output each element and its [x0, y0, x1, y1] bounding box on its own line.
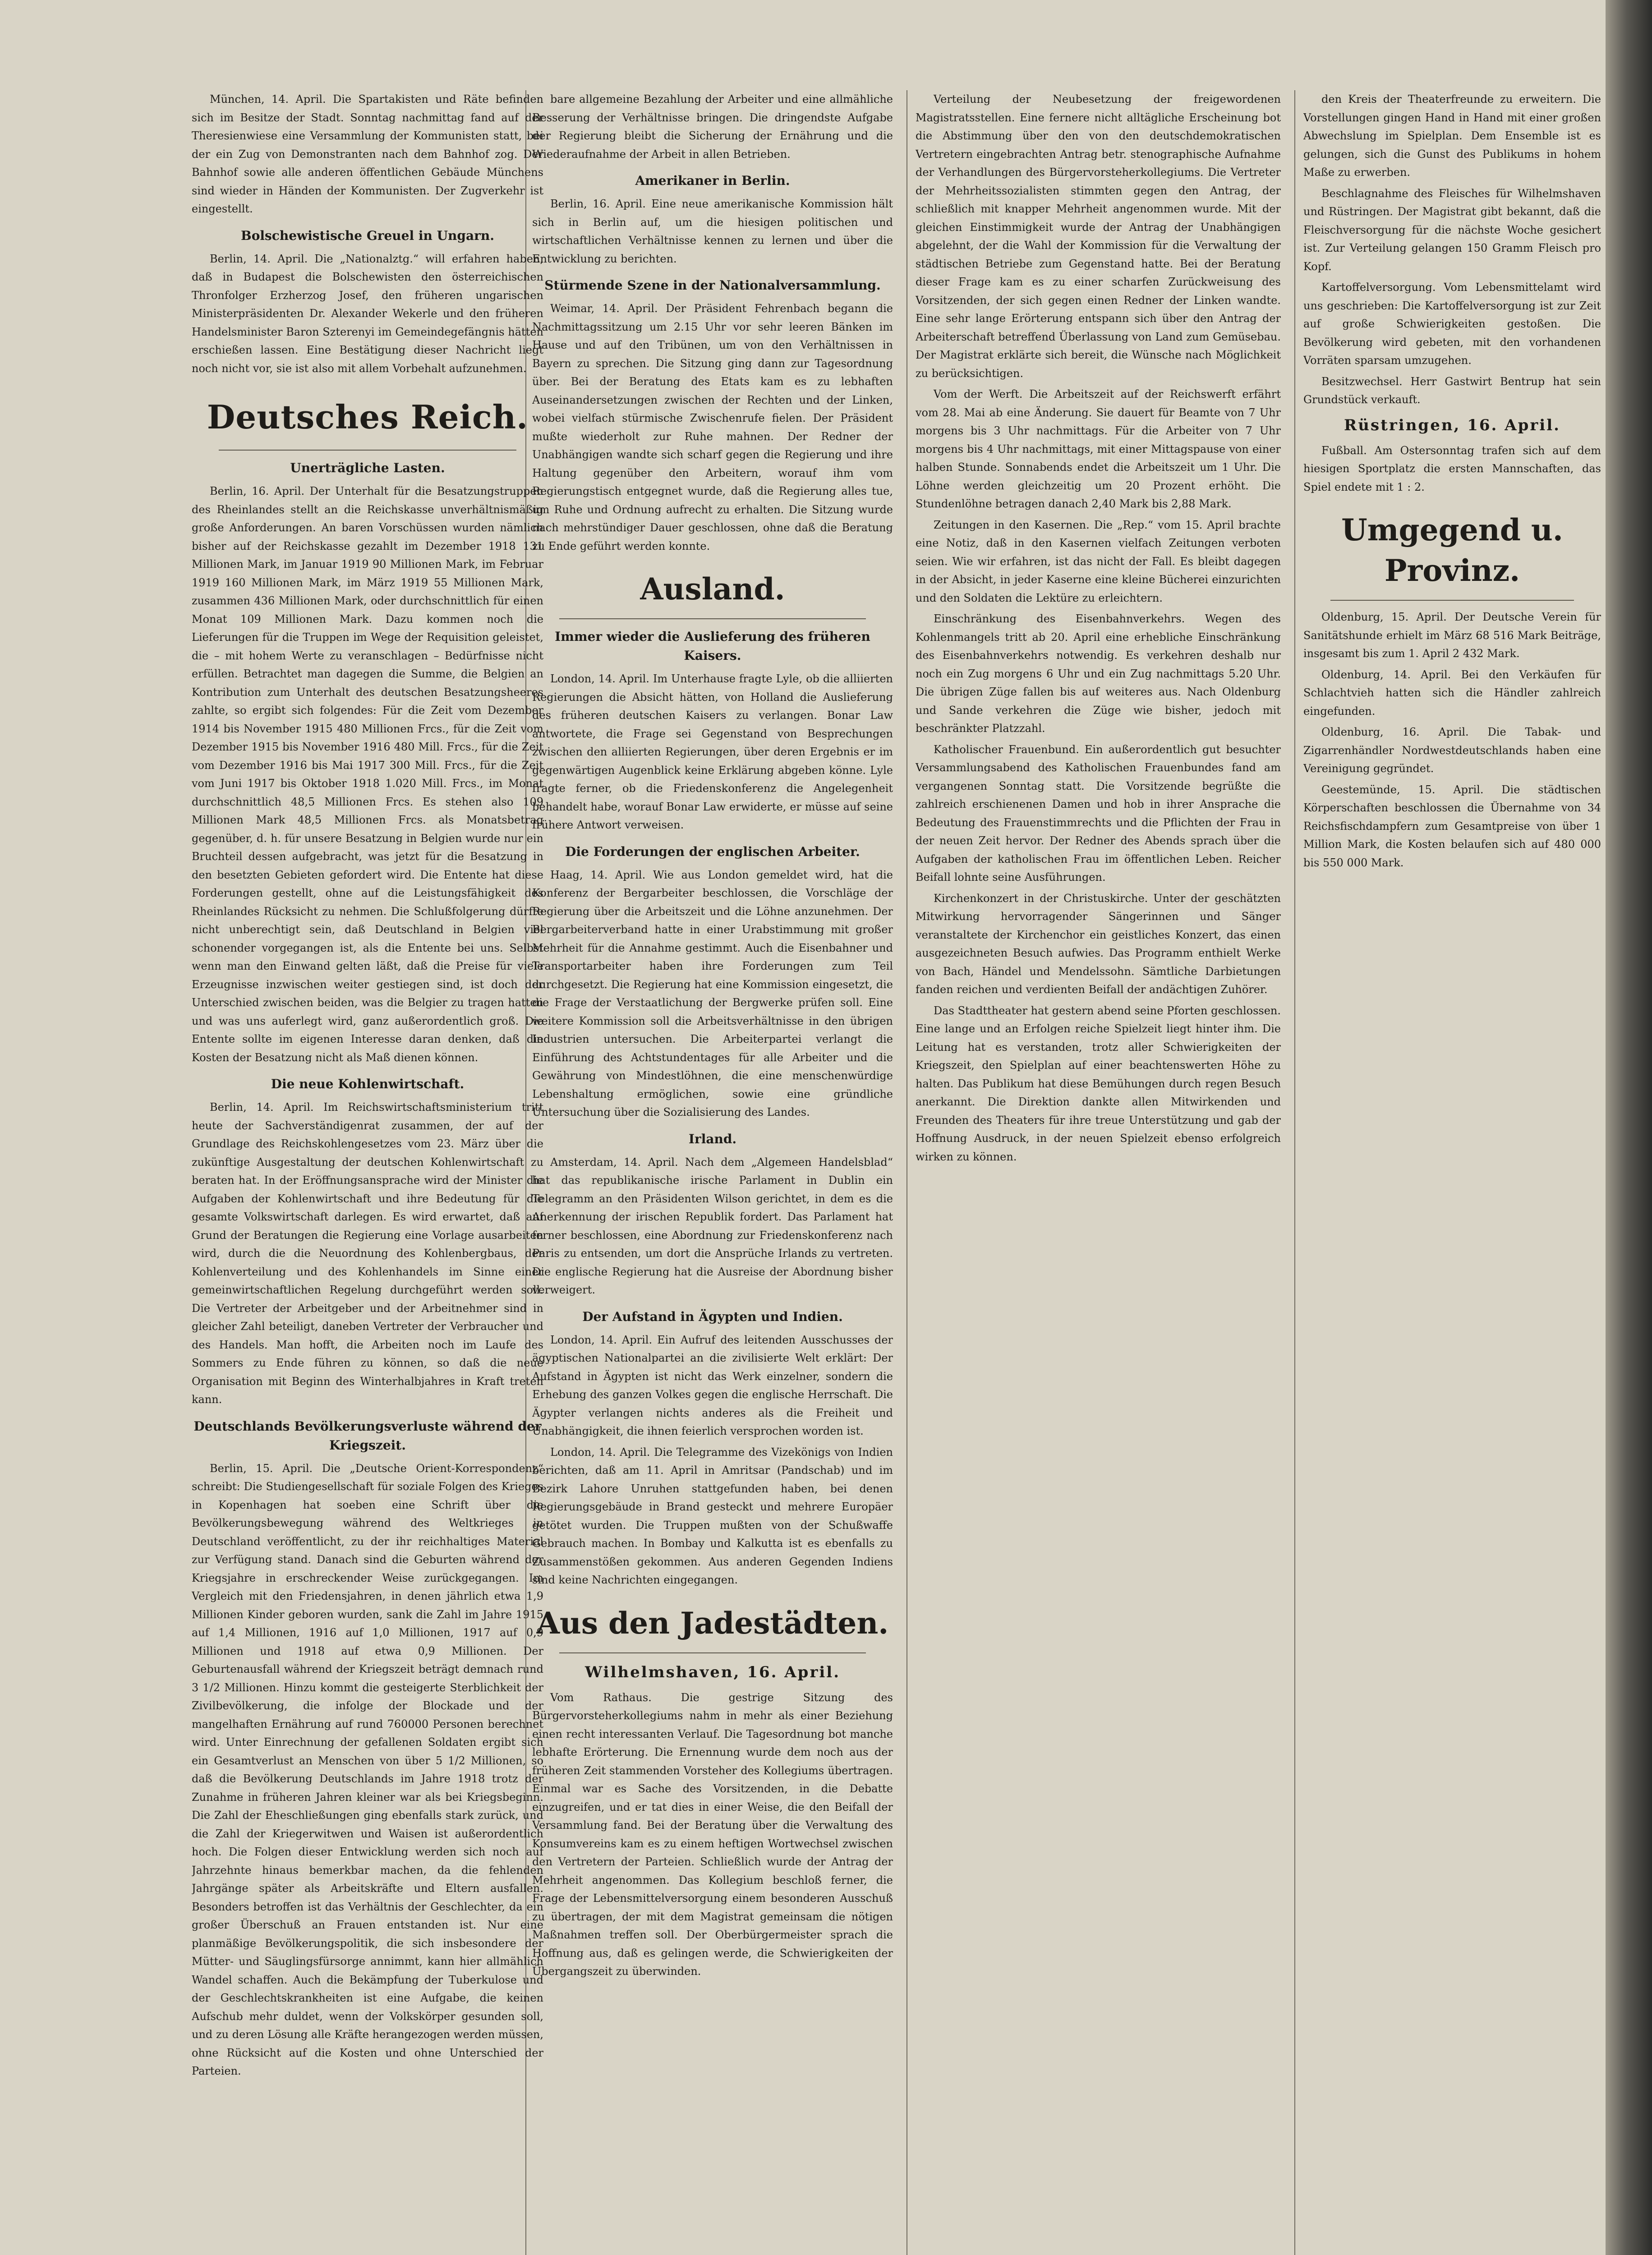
article-headline: Irland. [688, 1131, 737, 1146]
article-paragraph: Kartoffelversorgung. Vom Lebensmittelamt wird uns geschrieben: Die Kartoffelversorgung ist zur Zeit auf große Schwierigkeiten gestoßen. Die Bevölkerung wird gebeten, mit den vorhandenen Vorräten sparsam umzugehen. [1303, 281, 1601, 367]
section-heading: Deutsches Reich. [207, 398, 529, 436]
column-4 [1303, 90, 1601, 2255]
dateline-heading: Wilhelmshaven, 16. April. [584, 1663, 841, 1681]
article-paragraph: Berlin, 15. April. Die „Deutsche Orient-Korrespondenz“ schreibt: Die Studiengesellschaft für soziale Folgen des Krieges in Kopenhagen hat soeben eine Schrift über die Bevölkerungsbewegung während des Weltkrieges in Deutschland veröffentlicht, zu der ihr reichhaltiges Material zur Verfügung stand. Danach sind die Geburten während der Kriegsjahre in erschreckender Weise zurückgegangen. Im Vergleich mit den Friedensjahren, in denen jährlich etwa 1,9 Millionen Kinder geboren wurden, sank die Zahl im Jahre 1915 auf 1,4 Millionen, 1916 auf 1,0 Millionen, 1917 auf 0,9 Millionen und 1918 auf etwa 0,9 Millionen. Der Geburtenausfall während der Kriegszeit beträgt demnach rund 3 1/2 Millionen. Hinzu kommt die gesteigerte Sterblichkeit der Zivilbevölkerung, die infolge der Blockade und der mangelhaften Ernährung auf rund 760000 Personen berechnet wird. Unter Einrechnung der gefallenen Soldaten ergibt sich ein Gesamtverlust an Menschen von über 5 1/2 Millionen, so daß die Bevölkerung Deutschlands im Jahre 1918 trotz der Zunahme in früheren Jahren kleiner war als bei Kriegsbeginn. Die Zahl der Eheschließungen ging ebenfalls stark zurück, und die Zahl der Kriegerwitwen und Waisen ist außerordentlich hoch. Die Folgen dieser Entwicklung werden sich noch auf Jahrzehnte hinaus bemerkbar machen, da die fehlenden Jahrgänge später als Arbeitskräfte und Eltern ausfallen. Besonders betroffen ist das Verhältnis der Geschlechter, da ein großer Überschuß an Frauen entstanden ist. Nur eine planmäßige Bevölkerungspolitik, die sich insbesondere der Mütter- und Säuglingsfürsorge annimmt, kann hier allmählich Wandel schaffen. Auch die Bekämpfung der Tuberkulose und der Geschlechtskrankheiten ist eine Aufgabe, die keinen Aufschub mehr duldet, wenn der Volkskörper gesunden soll, und zu deren Lösung alle Kräfte herangezogen werden müssen, ohne Rücksicht auf die Kosten und ohne Unterschied der Parteien. [192, 1462, 543, 2077]
article-paragraph: Beschlagnahme des Fleisches für Wilhelmshaven und Rüstringen. Der Magistrat gibt bekannt, daß die Fleischversorgung für die nächste Woche gesichert ist. Zur Verteilung gelangen 150 Gramm Fleisch pro Kopf. [1303, 187, 1601, 273]
section-heading: Aus den Jadestädten. [536, 1605, 889, 1641]
article-paragraph: bare allgemeine Bezahlung der Arbeiter und eine allmähliche Besserung der Verhältnisse bringen. Die dringendste Aufgabe der Regierung bleibt die Sicherung der Ernährung und die Wiederaufnahme der Arbeit in allen Betrieben. [532, 93, 893, 161]
article-headline: Immer wieder die Auslieferung des früheren Kaisers. [555, 629, 870, 663]
article-paragraph: Katholischer Frauenbund. Ein außerordentlich gut besuchter Versammlungsabend des Katholischen Frauenbundes fand am vergangenen Sonntag statt. Die Vorsitzende begrüßte die zahlreich erschienenen Damen und hob in ihrer Ansprache die Bedeutung des Frauenstimmrechts und die Pflichten der Frau in der neuen Zeit hervor. Der Redner des Abends sprach über die Aufgaben der katholischen Frau im öffentlichen Leben. Reicher Beifall lohnte seine Ausführungen. [916, 743, 1281, 884]
article-paragraph: Amsterdam, 14. April. Nach dem „Algemeen Handelsblad“ hat das republikanische irische Parlament in Dublin ein Telegramm an den Präsidenten Wilson gerichtet, in dem es die Anerkennung der irischen Republik fordert. Das Parlament hat ferner beschlossen, eine Abordnung zur Friedenskonferenz nach Paris zu entsenden, um dort die Ansprüche Irlands zu vertreten. Die englische Regierung hat die Ausreise der Abordnung bisher verweigert. [532, 1155, 893, 1296]
article-paragraph: Oldenburg, 16. April. Die Tabak- und Zigarrenhändler Nordwestdeutschlands haben eine Vereinigung gegründet. [1303, 726, 1601, 775]
article-paragraph: Weimar, 14. April. Der Präsident Fehrenbach begann die Nachmittagssitzung um 2.15 Uhr vor sehr leeren Bänken im Hause und auf den Tribünen, um von den Verhältnissen in Bayern zu sprechen. Die Sitzung ging dann zur Tagesordnung über. Bei der Beratung des Etats kam es zu lebhaften Auseinandersetzungen zwischen der Rechten und der Linken, wobei vielfach stürmische Zwischenrufe fielen. Der Präsident mußte wiederholt zur Ruhe mahnen. Der Redner der Unabhängigen wandte sich scharf gegen die Regierung und ihre Haltung gegenüber den Arbeitern, worauf ihm vom Regierungstisch entgegnet wurde, daß die Regierung alles tue, um Ruhe und Ordnung aufrecht zu erhalten. Die Sitzung wurde nach mehrstündiger Dauer geschlossen, ohne daß die Beratung zu Ende geführt werden konnte. [532, 302, 893, 552]
article-paragraph: Zeitungen in den Kasernen. Die „Rep.“ vom 15. April brachte eine Notiz, daß in den Kasernen vielfach Zeitungen verboten seien. Wie wir erfahren, ist das nicht der Fall. Es bleibt dagegen in der Absicht, in jeder Kaserne eine kleine Bücherei einzurichten und den Soldaten die Lektüre zu erleichtern. [916, 518, 1281, 604]
article-headline: Die Forderungen der englischen Arbeiter. [565, 844, 860, 859]
article-headline: Deutschlands Bevölkerungsverluste während der Kriegszeit. [193, 1418, 542, 1453]
heading-divider [1330, 600, 1574, 601]
article-paragraph: Verteilung der Neubesetzung der freigewordenen Magistratsstellen. Eine fernere nicht alltägliche Erscheinung bot die Abstimmung über den von den deutschdemokratischen Vertretern eingebrachten Antrag betr. stenographische Aufnahme der Verhandlungen des Bürgervorsteherkollegiums. Die Vertreter der Mehrheitssozialisten stimmten gegen den Antrag, der schließlich mit knapper Mehrheit angenommen wurde. Mit der gleichen Einstimmigkeit wurde der Antrag der Unabhängigen abgelehnt, der die Wahl der Kommission für die Verwaltung der städtischen Betriebe zum Gegenstand hatte. Bei der Beratung dieser Frage kam es zu einer scharfen Zurückweisung des Vorsitzenden, der sich gegen einen Redner der Linken wandte. Eine sehr lange Erörterung entspann sich über den Antrag der Arbeiterschaft betreffend Überlassung von Land zum Gemüsebau. Der Magistrat erklärte sich bereit, die Wünsche nach Möglichkeit zu berücksichtigen. [916, 93, 1281, 380]
article-paragraph: Besitzwechsel. Herr Gastwirt Bentrup hat sein Grundstück verkauft. [1303, 375, 1601, 406]
article-paragraph: London, 14. April. Die Telegramme des Vizekönigs von Indien berichten, daß am 11. April in Amritsar (Pandschab) und im Bezirk Lahore Unruhen stattgefunden haben, bei denen Regierungsgebäude in Brand gesteckt und mehrere Europäer getötet wurden. Die Truppen mußten von der Schußwaffe Gebrauch machen. In Bombay und Kalkutta ist es ebenfalls zu Zusammenstößen gekommen. Aus anderen Gegenden Indiens sind keine Nachrichten eingegangen. [532, 1445, 893, 1586]
article-paragraph: Vom Rathaus. Die gestrige Sitzung des Bürgervorsteherkollegiums nahm in mehr als einer Beziehung einen recht interessanten Verlauf. Die Tagesordnung bot manche lebhafte Erörterung. Die Ernennung wurde dem noch aus der früheren Zeit stammenden Vorsteher des Kollegiums übertragen. Einmal war es Sache des Vorsitzenden, in die Debatte einzugreifen, und er tat dies in einer Weise, die den Beifall der Versammlung fand. Bei der Beratung über die Verwaltung des Konsumvereins kam es zu einem heftigen Wortwechsel zwischen den Vertretern der Parteien. Schließlich wurde der Antrag der Mehrheit angenommen. Das Kollegium beschloß ferner, die Frage der Lebensmittelversorgung einem besonderen Ausschuß zu übertragen, der mit dem Magistrat gemeinsam die nötigen Maßnahmen treffen soll. Der Oberbürgermeister sprach die Hoffnung aus, daß es gelingen werde, die Schwierigkeiten der Übergangszeit zu überwinden. [532, 1691, 893, 1978]
dateline-heading: Rüstringen, 16. April. [1344, 416, 1560, 434]
page-edge-shadow [1606, 0, 1652, 2255]
article-paragraph: Berlin, 14. April. Die „Nationalztg.“ will erfahren haben, daß in Budapest die Bolschewisten den österreichischen Thronfolger Erzherzog Josef, den früheren ungarischen Ministerpräsidenten Dr. Alexander Wekerle und den früheren Handelsminister Baron Szterenyi im Gemeindegefängnis hätten erschießen lassen. Eine Bestätigung dieser Nachricht liegt noch nicht vor, sie ist also mit allem Vorbehalt aufzunehmen. [192, 252, 543, 375]
column-2 [532, 90, 893, 2255]
section-heading: Umgegend u. Provinz. [1341, 512, 1563, 588]
article-paragraph: Oldenburg, 15. April. Der Deutsche Verein für Sanitätshunde erhielt im März 68 516 Mark Beiträge, insgesamt bis zum 1. April 2 432 Mark. [1303, 611, 1601, 660]
article-paragraph: Vom der Werft. Die Arbeitszeit auf der Reichswerft erfährt vom 28. Mai ab eine Änderung. Sie dauert für Beamte von 7 Uhr morgens bis 3 Uhr nachmittags. Für die Arbeiter von 7 Uhr morgens bis 4 Uhr nachmittags, mit einer Mittagspause von einer halben Stunde. Sonnabends endet die Arbeitszeit um 1 Uhr. Die Löhne werden gleichzeitig um 20 Prozent erhöht. Die Stundenlöhne betragen danach 2,40 Mark bis 2,88 Mark. [916, 388, 1281, 510]
article-headline: Die neue Kohlenwirtschaft. [271, 1077, 465, 1091]
article-paragraph: Berlin, 14. April. Im Reichswirtschaftsministerium tritt heute der Sachverständigenrat zusammen, der auf der Grundlage des Reichskohlengesetzes vom 23. März über die zukünftige Ausgestaltung der deutschen Kohlenwirtschaft zu beraten hat. In der Eröffnungsansprache wird der Minister die Aufgaben der Kohlenwirtschaft und ihre Bedeutung für die gesamte Volkswirtschaft darlegen. Es wird erwartet, daß auf Grund der Beratungen die Regierung eine Vorlage ausarbeiten wird, durch die die Neuordnung des Kohlenbergbaus, der Kohlenverteilung und des Kohlenhandels im Sinne einer gemeinwirtschaftlichen Regelung durchgeführt werden soll. Die Vertreter der Arbeitgeber und der Arbeitnehmer sind in gleicher Zahl beteiligt, daneben Vertreter der Verbraucher und des Handels. Man hofft, die Arbeiten noch im Laufe des Sommers zu Ende führen zu können, so daß die neue Organisation mit Beginn des Winterhalbjahres in Kraft treten kann. [192, 1101, 543, 1406]
article-paragraph: Einschränkung des Eisenbahnverkehrs. Wegen des Kohlenmangels tritt ab 20. April eine erhebliche Einschränkung des Eisenbahnverkehrs notwendig. Es verkehren deshalb nur noch ein Zug morgens 6 Uhr und ein Zug nachmittags 5.20 Uhr. Die übrigen Züge fallen bis auf weiteres aus. Nach Oldenburg und Sande verkehren die Züge wie bisher, jedoch mit beschränkter Platzzahl. [916, 612, 1281, 735]
article-paragraph: Fußball. Am Ostersonntag trafen sich auf dem hiesigen Sportplatz die ersten Mannschaften, das Spiel endete mit 1 : 2. [1303, 444, 1601, 493]
article-paragraph: Berlin, 16. April. Der Unterhalt für die Besatzungstruppen des Rheinlandes stellt an die Reichskasse unverhältnismäßig große Anforderungen. An baren Vorschüssen wurden nämlich bisher auf der Reichskasse gezahlt im Dezember 1918 131 Millionen Mark, im Januar 1919 90 Millionen Mark, im Februar 1919 160 Millionen Mark, im März 1919 55 Millionen Mark, zusammen 436 Millionen Mark, oder durchschnittlich für einen Monat 109 Millionen Mark. Dazu kommen noch die Lieferungen für die Truppen im Wege der Requisition geleistet, die – mit hohem Werte zu veranschlagen – Bedürfnisse nicht erfüllen. Betrachtet man dagegen die Summe, die Belgien an Kontribution zum Unterhalt des deutschen Besatzungsheeres zahlte, so ergibt sich folgendes: Für die Zeit vom Dezember 1914 bis November 1915 480 Millionen Frcs., für die Zeit vom Dezember 1915 bis November 1916 480 Mill. Frcs., für die Zeit vom Dezember 1916 bis Mai 1917 300 Mill. Frcs., für die Zeit vom Juni 1917 bis Oktober 1918 1.020 Mill. Frcs., im Monat durchschnittlich 48,5 Millionen Frcs. Es stehen also 109 Millionen Mark 48,5 Millionen Frcs. als Monatsbetrag gegenüber, d. h. für unsere Besatzung in Belgien wurde nur ein Bruchteil dessen aufgebracht, was jetzt für die Besatzung in den besetzten Gebieten gefordert wird. Die Entente hat diese Forderungen gestellt, ohne auf die Leistungsfähigkeit des Rheinlandes Rücksicht zu nehmen. Die Schlußfolgerung dürfte nicht unberechtigt sein, daß Deutschland in Belgien viel schonender vorgegangen ist, als die Entente bei uns. Selbst wenn man den Einwand gelten läßt, daß die Preise für viele Erzeugnisse inzwischen weiter gestiegen sind, ist doch der Unterschied zwischen beiden, was die Belgier zu tragen hatten und was uns auferlegt wird, ganz außerordentlich groß. Die Entente sollte im eigenen Interesse daran denken, daß die Kosten der Besatzung nicht als Maß dienen können. [192, 485, 543, 1064]
article-paragraph: München, 14. April. Die Spartakisten und Räte befinden sich im Besitze der Stadt. Sonntag nachmittag fand auf der Theresienwiese eine Versammlung der Kommunisten statt, bei der ein Zug von Demonstranten nach dem Bahnhof zog. Der Bahnhof sowie alle anderen öffentlichen Gebäude Münchens sind wieder in Händen der Kommunisten. Der Zugverkehr ist eingestellt. [192, 93, 543, 215]
article-headline: Der Aufstand in Ägypten und Indien. [582, 1309, 843, 1324]
column-rule [1294, 90, 1295, 2255]
article-paragraph: London, 14. April. Im Unterhause fragte Lyle, ob die alliierten Regierungen die Absicht hätten, von Holland die Auslieferung des früheren deutschen Kaisers zu verlangen. Bonar Law antwortete, die Frage sei Gegenstand von Besprechungen zwischen den alliierten Regierungen, über deren Ergebnis er im gegenwärtigen Augenblick keine Erklärung abgeben könne. Lyle fragte ferner, ob die Friedenskonferenz die Angelegenheit behandelt habe, worauf Bonar Law erwiderte, er müsse auf seine frühere Antwort verweisen. [532, 672, 893, 831]
column-3 [916, 90, 1281, 2255]
heading-divider [559, 1652, 866, 1653]
article-paragraph: Geestemünde, 15. April. Die städtischen Körperschaften beschlossen die Übernahme von 34 Reichsfischdampfern zum Gesamtpreise von über 1 Million Mark, die Kosten belaufen sich auf 480 000 bis 550 000 Mark. [1303, 783, 1601, 869]
article-headline: Stürmende Szene in der Nationalversammlung. [544, 278, 881, 293]
article-paragraph: London, 14. April. Ein Aufruf des leitenden Ausschusses der ägyptischen Nationalpartei an die zivilisierte Welt erklärt: Der Aufstand in Ägypten ist nicht das Werk einzelner, sondern die Erhebung des ganzen Volkes gegen die englische Herrschaft. Die Ägypter verlangen nichts anderes als die Freiheit und Unabhängigkeit, die ihnen feierlich versprochen worden ist. [532, 1333, 893, 1437]
article-headline: Bolschewistische Greuel in Ungarn. [241, 228, 494, 243]
heading-divider [219, 450, 516, 451]
article-paragraph: Kirchenkonzert in der Christuskirche. Unter der geschätzten Mitwirkung hervorragender Sängerinnen und Sänger veranstaltete der Kirchenchor ein geistliches Konzert, das einen ausgezeichneten Besuch aufwies. Das Programm enthielt Werke von Bach, Händel und Mendelssohn. Sämtliche Darbietungen fanden reichen und verdienten Beifall der andächtigen Zuhörer. [916, 892, 1281, 996]
article-headline: Unerträgliche Lasten. [290, 460, 445, 475]
article-paragraph: Berlin, 16. April. Eine neue amerikanische Kommission hält sich in Berlin auf, um die hiesigen politischen und wirtschaftlichen Verhältnisse kennen zu lernen und über die Entwicklung zu berichten. [532, 198, 893, 265]
heading-divider [559, 618, 866, 619]
article-paragraph: Oldenburg, 14. April. Bei den Verkäufen für Schlachtvieh hatten sich die Händler zahlreich eingefunden. [1303, 668, 1601, 718]
article-paragraph: den Kreis der Theaterfreunde zu erweitern. Die Vorstellungen gingen Hand in Hand mit einer großen Abwechslung im Spielplan. Dem Ensemble ist es gelungen, sich die Gunst des Publikums in hohem Maße zu erwerben. [1303, 93, 1601, 179]
column-1 [192, 90, 543, 2255]
section-heading: Ausland. [640, 571, 785, 607]
article-paragraph: Haag, 14. April. Wie aus London gemeldet wird, hat die Konferenz der Bergarbeiter beschlossen, die Vorschläge der Regierung über die Arbeitszeit und die Löhne anzunehmen. Der Bergarbeiterverband hatte in einer Urabstimmung mit großer Mehrheit für die Annahme gestimmt. Auch die Eisenbahner und Transportarbeiter haben ihre Forderungen zum Teil durchgesetzt. Die Regierung hat eine Kommission eingesetzt, die die Frage der Verstaatlichung der Bergwerke prüfen soll. Eine weitere Kommission soll die Arbeitsverhältnisse in den übrigen Industrien untersuchen. Die Arbeiterpartei verlangt die Einführung des Achtstundentages für alle Arbeiter und die Gewährung von Mindestlöhnen, die eine menschenwürdige Lebenshaltung ermöglichen, sowie eine gründliche Untersuchung über die Sozialisierung des Landes. [532, 868, 893, 1118]
article-paragraph: Das Stadttheater hat gestern abend seine Pforten geschlossen. Eine lange und an Erfolgen reiche Spielzeit liegt hinter ihm. Die Leitung hat es verstanden, trotz aller Schwierigkeiten der Kriegszeit, den Spielplan auf einer beachtenswerten Höhe zu halten. Das Publikum hat diese Bemühungen durch regen Besuch anerkannt. Die Direktion dankte allen Mitwirkenden und Freunden des Theaters für ihre treue Unterstützung und gab der Hoffnung Ausdruck, in der neuen Spielzeit ebenso erfolgreich wirken zu können. [916, 1004, 1281, 1163]
article-headline: Amerikaner in Berlin. [635, 173, 790, 188]
